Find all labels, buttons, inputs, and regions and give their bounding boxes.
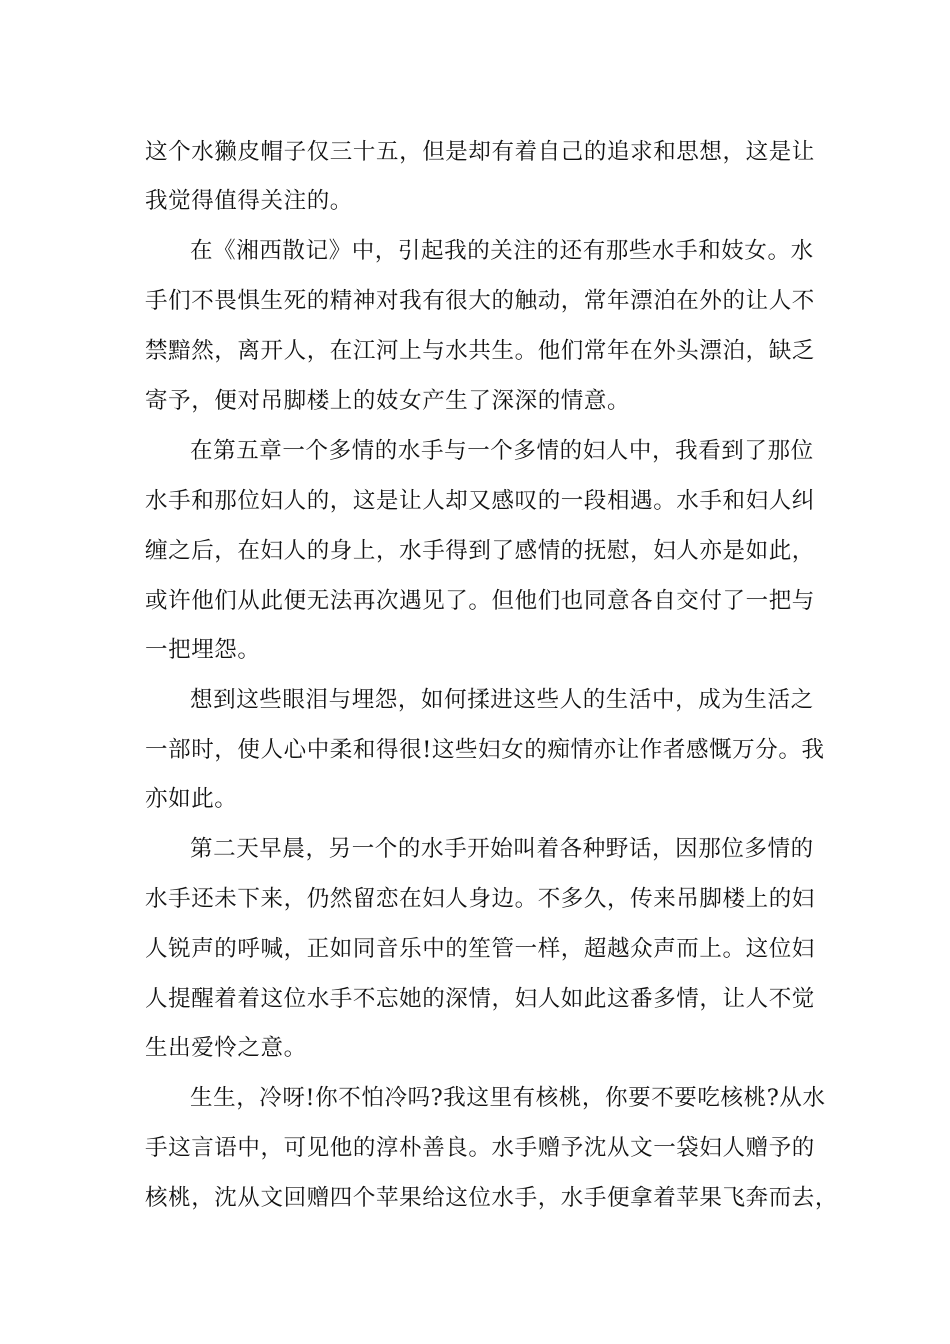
text-line: 亦如此。 (145, 786, 238, 812)
text-line: 水手还未下来，仍然留恋在妇人身边。不多久，传来吊脚楼上的妇 (145, 886, 815, 912)
text-line: 寄予，便对吊脚楼上的妓女产生了深深的情意。 (145, 388, 631, 414)
text-line: 在第五章一个多情的水手与一个多情的妇人中，我看到了那位 (190, 438, 814, 464)
text-line: 禁黯然，离开人，在江河上与水共生。他们常年在外头漂泊，缺乏 (145, 338, 815, 364)
text-line: 在《湘西散记》中，引起我的关注的还有那些水手和妓女。水 (190, 238, 814, 264)
text-line: 缠之后，在妇人的身上，水手得到了感情的抚慰，妇人亦是如此， (145, 538, 815, 564)
text-line: 生生，冷呀!你不怕冷吗?我这里有核桃，你要不要吃核桃?从水 (190, 1085, 826, 1111)
text-line: 生出爱怜之意。 (145, 1035, 307, 1061)
text-line: 人锐声的呼喊，正如同音乐中的笙管一样，超越众声而上。这位妇 (145, 936, 815, 962)
text-line: 水手和那位妇人的，这是让人却又感叹的一段相遇。水手和妇人纠 (145, 488, 815, 514)
text-line: 手们不畏惧生死的精神对我有很大的触动，常年漂泊在外的让人不 (145, 288, 815, 314)
text-line: 或许他们从此便无法再次遇见了。但他们也同意各自交付了一把与 (145, 588, 815, 614)
text-line: 手这言语中，可见他的淳朴善良。水手赠予沈从文一袋妇人赠予的 (145, 1135, 815, 1161)
text-line: 第二天早晨，另一个的水手开始叫着各种野话，因那位多情的 (190, 836, 814, 862)
text-line: 想到这些眼泪与埋怨，如何揉进这些人的生活中，成为生活之 (190, 687, 814, 713)
text-line: 这个水獭皮帽子仅三十五，但是却有着自己的追求和思想，这是让 (145, 139, 815, 165)
text-line: 核桃，沈从文回赠四个苹果给这位水手，水手便拿着苹果飞奔而去， (145, 1185, 839, 1211)
text-line: 一部时，使人心中柔和得很!这些妇女的痴情亦让作者感慨万分。我 (145, 737, 825, 763)
text-line: 我觉得值得关注的。 (145, 188, 353, 214)
text-line: 一把埋怨。 (145, 637, 261, 663)
text-line: 人提醒着着这位水手不忘她的深情，妇人如此这番多情，让人不觉 (145, 986, 815, 1012)
